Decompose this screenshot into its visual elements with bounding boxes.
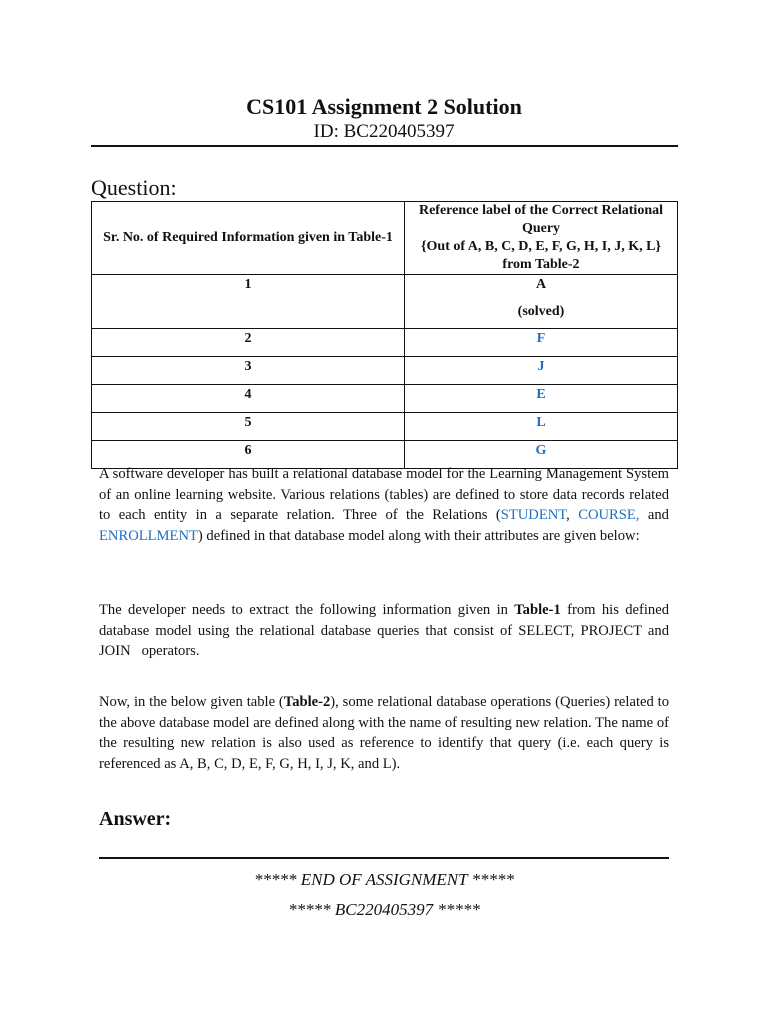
text-run: from his defined database model using the relational database queries that consist of SELECT, PROJECT and JOIN operators.	[99, 602, 669, 660]
table2-reference: Table-2	[283, 694, 331, 710]
answer-heading: Answer:	[99, 808, 172, 830]
table-header-row	[92, 202, 678, 275]
sr-no-cell: 4	[92, 385, 405, 413]
label-cell: G	[405, 441, 678, 469]
title-divider	[91, 145, 678, 147]
column-header-line1: Reference label of the Correct Relational Query	[418, 203, 663, 236]
table-row	[92, 329, 678, 357]
text-run: and	[639, 507, 669, 524]
label-cell	[405, 275, 678, 329]
label-value: A	[535, 277, 547, 292]
table2-paragraph	[99, 692, 669, 774]
table-row	[92, 275, 678, 329]
column-header-sr-no: Sr. No. of Required Information given in Table-1	[92, 202, 405, 275]
relation-name-enrollment: ENROLLMENT	[99, 527, 198, 544]
sr-no-cell: 2	[92, 329, 405, 357]
table1-paragraph	[99, 600, 669, 662]
question-heading: Question:	[91, 175, 177, 200]
table-row	[92, 385, 678, 413]
label-cell: L	[405, 413, 678, 441]
table1-reference: Table-1	[514, 602, 561, 618]
table-row	[92, 413, 678, 441]
sr-no-cell: 6	[92, 441, 405, 469]
table-row	[92, 357, 678, 385]
label-cell: J	[405, 357, 678, 385]
end-of-assignment: ***** END OF ASSIGNMENT *****	[253, 870, 515, 889]
text-run: Now, in the below given table (	[99, 694, 284, 710]
label-cell: F	[405, 329, 678, 357]
relation-name-student: STUDENT	[500, 507, 567, 524]
footer-divider	[99, 857, 669, 859]
sr-no-cell: 1	[92, 275, 405, 329]
student-id: ID: BC220405397	[313, 121, 455, 142]
intro-paragraph	[99, 464, 669, 546]
text-run: The developer needs to extract the following information given in	[99, 602, 515, 618]
sr-no-cell: 5	[92, 413, 405, 441]
answer-table	[91, 201, 678, 469]
text-run: ,	[566, 507, 579, 524]
sr-no-cell: 3	[92, 357, 405, 385]
label-cell: E	[405, 385, 678, 413]
text-run: ) defined in that database model along with their attributes are given below:	[197, 527, 640, 544]
text-run: ), some relational database operations (Queries) related to the above database model are defined along with the name of resulting new relation. The name of the resulting new relation is also used as reference to identify that query (i.e. each query is referenced as A, B, C, D, E, F, G, H, I, J, K, and L).	[99, 694, 669, 772]
text-run: A software developer has built a relational database model for the Learning Management System of an online learning website. Various relations (tables) are defined to store data records related to each entity in a separate relation. Three of the Relations (	[99, 466, 669, 524]
footer-student-id: ***** BC220405397 *****	[288, 900, 480, 919]
column-header-line2: {Out of A, B, C, D, E, F, G, H, I, J, K, L} from Table-2	[421, 239, 661, 272]
column-header-reference-label	[405, 202, 678, 275]
solved-note: (solved)	[517, 304, 565, 319]
document-title: CS101 Assignment 2 Solution	[246, 94, 522, 119]
relation-name-course: COURSE,	[578, 507, 640, 524]
